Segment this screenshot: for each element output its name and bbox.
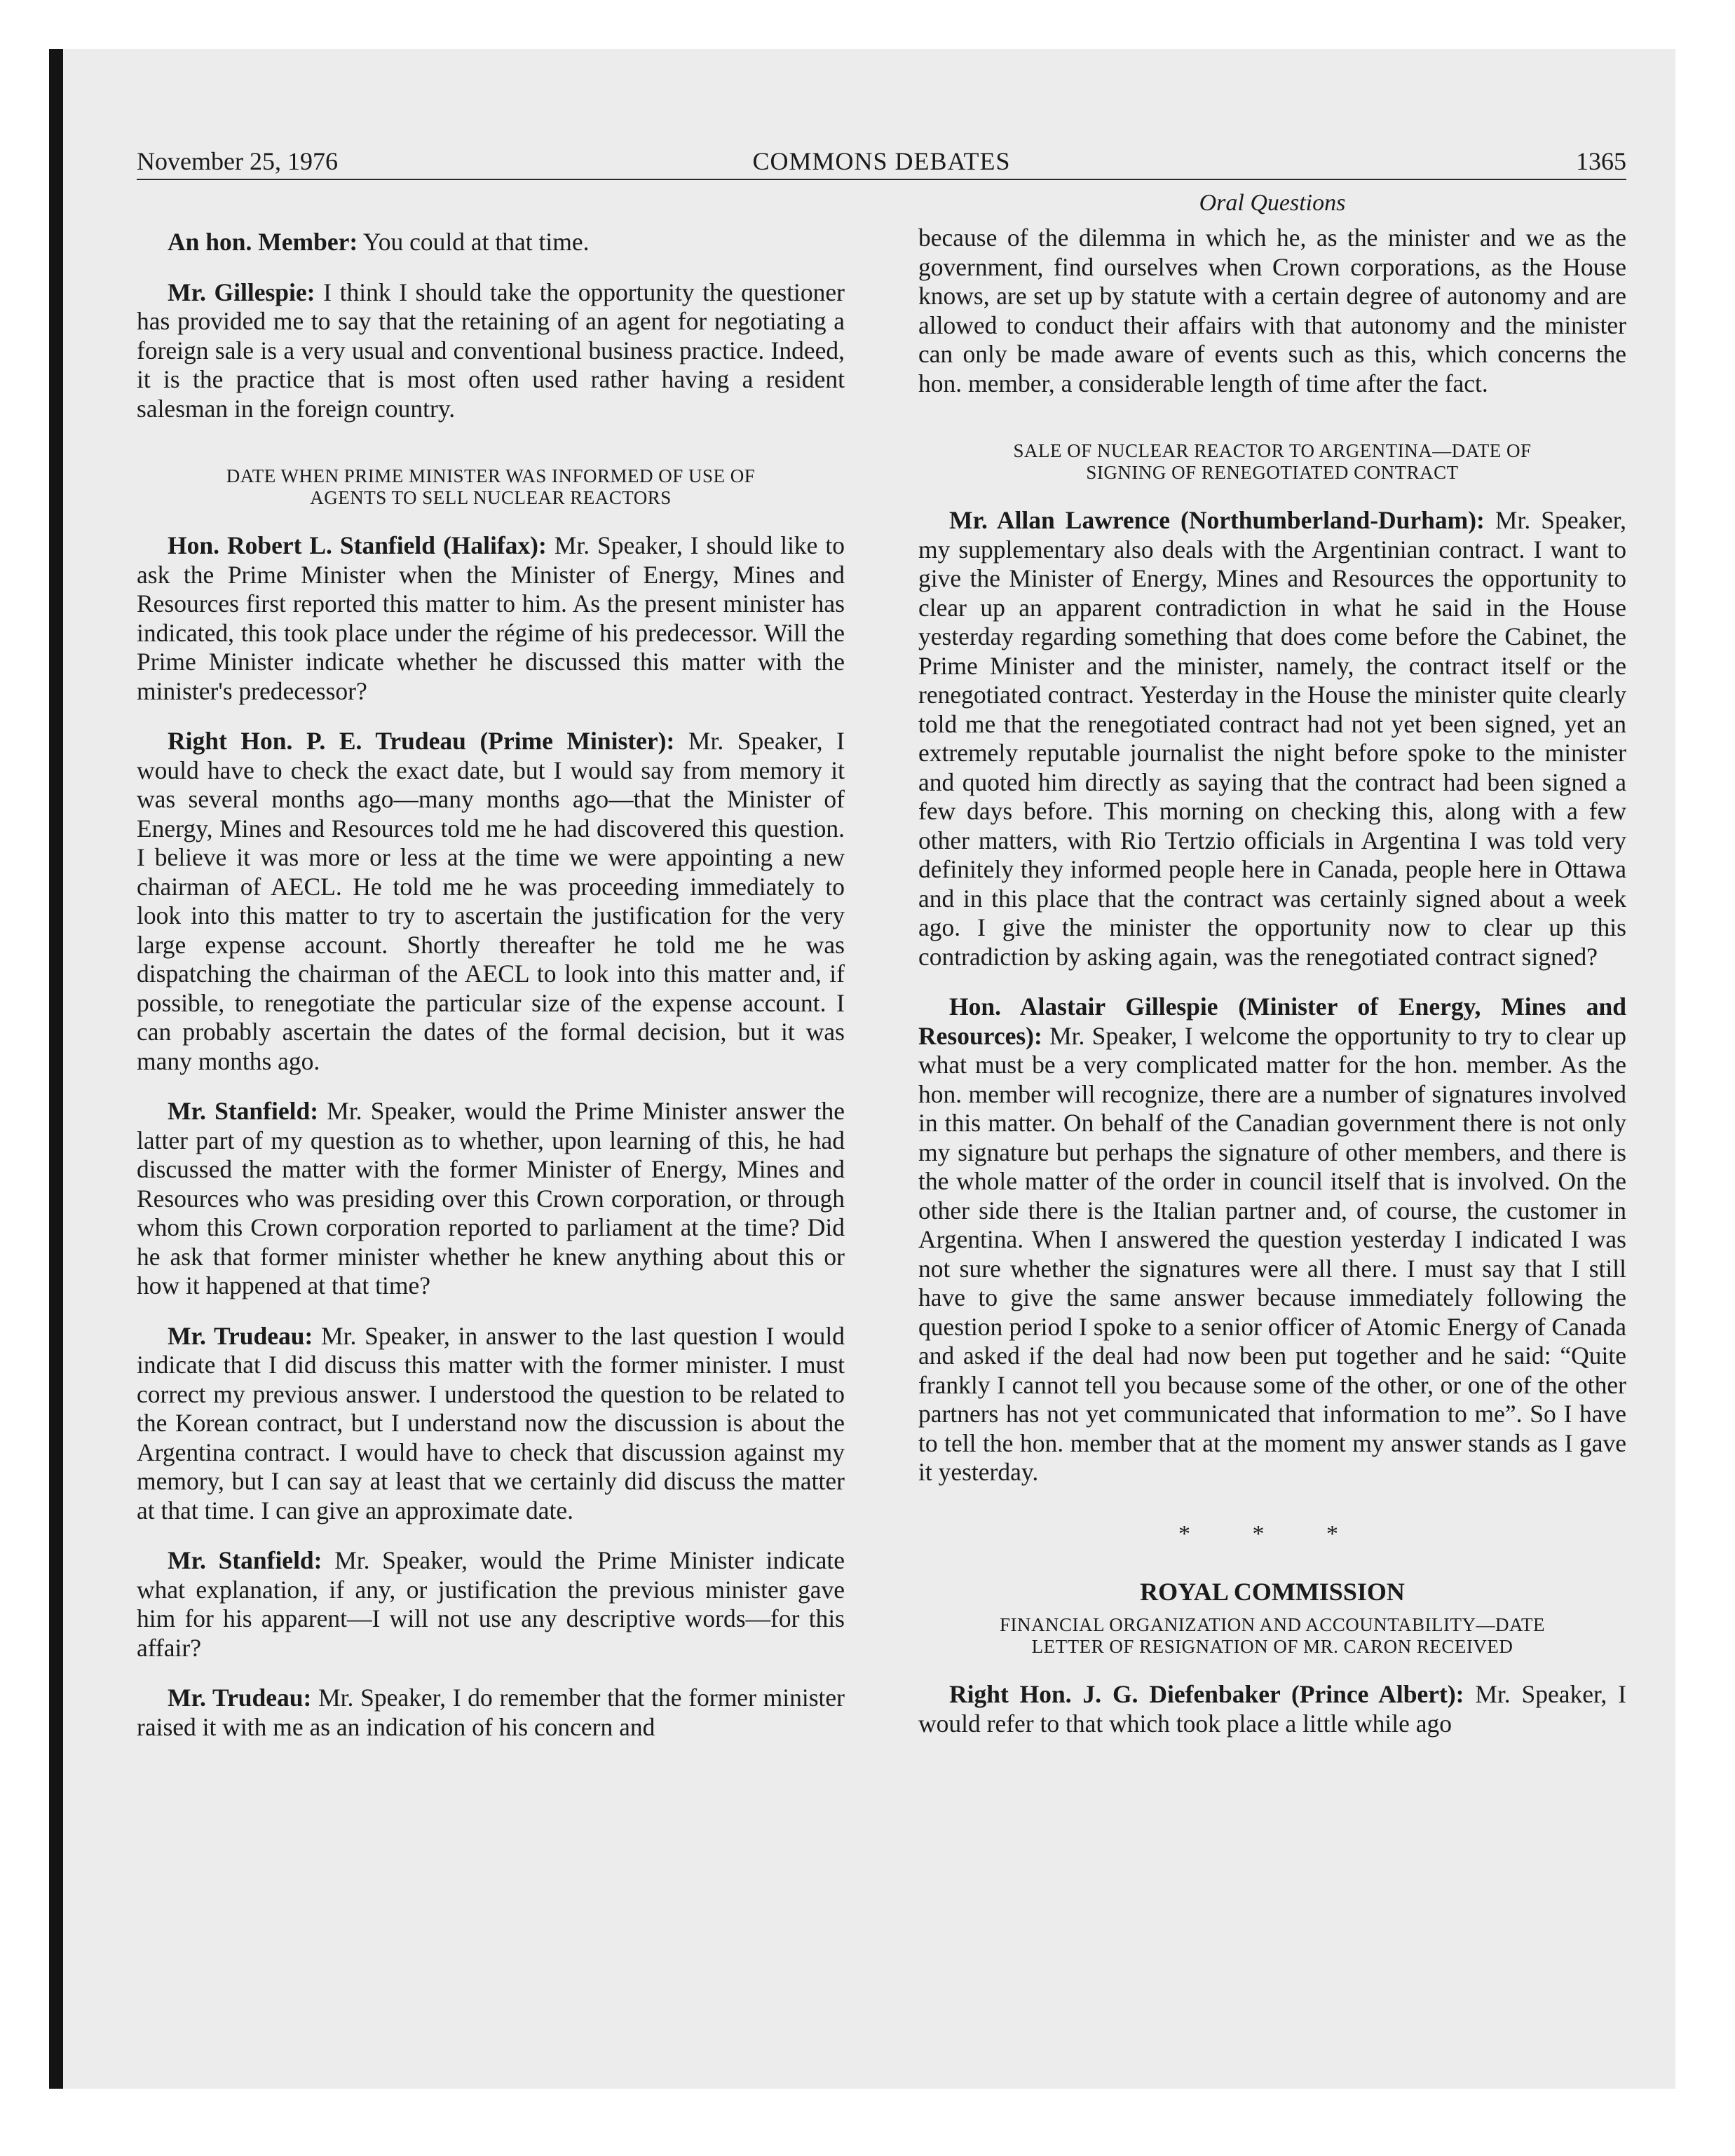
subheading-line: LETTER OF RESIGNATION OF MR. CARON RECEIVED [1031,1636,1513,1657]
subheading [918,440,1626,484]
speech-text: Mr. Speaker, I should like to ask the Prime Minister when the Minister of Energy, Mines and Resources first reported this matter to him. As the present minister has indicated, this took place under the régime of his predecessor. Will the Prime Minister indicate whether he discussed this matter with the minister's predecessor? [137,531,845,705]
header-date: November 25, 1976 [137,147,338,175]
speaker-name: Right Hon. P. E. Trudeau (Prime Minister): [168,727,675,755]
header-title: COMMONS DEBATES [752,147,1011,175]
speech-text: Mr. Speaker, I do remember that the former minister raised it with me as an indication of his concern and [137,1684,845,1741]
speech-text: Mr. Speaker, I welcome the opportunity to try to clear up what must be a very complicated matter for the hon. member. As the hon. member will recognize, there are a number of signatures involved in this matter. On behalf of the Canadian government there is not only my signature but perhaps the signature of other members, and there is the whole matter of the order in council itself that is involved. On the other side there is the Italian partner and, of course, the customer in Argentina. When I answered the question yesterday I indicated I was not sure whether the signatures were all there. I must say that I still have to give the same answer because immediately following the question period I spoke to a senior officer of Atomic Energy of Canada and asked if the deal had now been put together and he said: “Quite frankly I cannot tell you because some of the other, or one of the other partners has not yet communicated that information to me”. So I have to tell the hon. member that at the moment my answer stands as I gave it yesterday. [918,1021,1626,1486]
page-header [137,144,1626,180]
subheading [137,465,845,509]
paragraph: because of the dilemma in which he, as the minister and we as the government, find ourselves when Crown corporations, as the House knows, are set up by statute with a certain degree of autonomy and are allowed to conduct their affairs with that autonomy and the minister can only be made aware of events such as this, which concerns the hon. member, a considerable length of time after the fact. [918,224,1626,397]
subheading-line: FINANCIAL ORGANIZATION AND ACCOUNTABILITY—DATE [999,1614,1546,1635]
right-column [918,189,1626,1759]
paragraph [137,278,845,424]
speech-text: Mr. Speaker, my supplementary also deals with the Argentinian contract. I want to give the Minister of Energy, Mines and Resources the opportunity to clear up an apparent contradiction in what he said in the House yesterday regarding something that does come before the Cabinet, the Prime Minister and the minister, namely, the contract itself or the renegotiated contract. Yesterday in the House the minister quite clearly told me that the renegotiated contract had not yet been signed, yet an extremely reputable journalist the night before spoke to the minister and quoted him directly as saying that the contract had been signed a few days before. This morning on checking this, along with a few other matters, with Rio Tertzio officials in Argentina I was told very definitely they informed people here in Canada, people here in Ottawa and in this place that the contract was certainly signed about a week ago. I give the minister the opportunity now to clear up this contradiction by asking again, was the renegotiated contract signed? [918,506,1627,971]
section-title: ROYAL COMMISSION [1140,1578,1405,1606]
document-page [137,144,1627,1741]
subheading-line: DATE WHEN PRIME MINISTER WAS INFORMED OF USE OF [226,465,756,486]
paragraph [137,228,845,257]
speech-text: I think I should take the opportunity the questioner has provided me to say that the retaining of an agent for negotiating a foreign sale is a very usual and conventional business practice. Indeed, it is the practice that is most often used rather having a resident salesman in the foreign country. [137,278,845,423]
speech-text: Mr. Speaker, in answer to the last question I would indicate that I did discuss this matter with the former minister. I must correct my previous answer. I understood the question to be related to the Korean contract, but I understand now the discussion is about the Argentina contract. I would have to check that discussion against my memory, but I can say at least that we certainly did discuss the matter at that time. I can give an approximate date. [137,1321,845,1524]
speech-text: Mr. Speaker, I would refer to that which took place a little while ago [918,1680,1626,1738]
speaker-name: Mr. Allan Lawrence (Northumberland-Durham): [949,506,1485,534]
paragraph [918,506,1626,971]
speech-text: You could at that time. [358,228,590,256]
subheading-line: SALE OF NUCLEAR REACTOR TO ARGENTINA—DATE OF [1013,440,1532,461]
paragraph [918,992,1626,1487]
left-column [137,228,845,1763]
scan-edge-shadow [49,49,63,2089]
paragraph [137,1097,845,1301]
speaker-name: Right Hon. J. G. Diefenbaker (Prince Albert): [949,1680,1464,1708]
speaker-name: Mr. Stanfield: [168,1546,322,1574]
speaker-name: Mr. Gillespie: [168,278,315,306]
page-number: 1365 [1576,147,1626,175]
speech-text: Mr. Speaker, would the Prime Minister answer the latter part of my question as to whether, upon learning of this, he had discussed the matter with the former Minister of Energy, Mines and Resources who was presiding over this Crown corporation, or through whom this Crown corporation reported to parliament at the time? Did he ask that former minister whether he knew anything about this or how it happened at that time? [137,1097,845,1299]
paragraph [137,531,845,706]
speaker-name: An hon. Member: [168,228,358,256]
subheading [918,1614,1626,1658]
speech-text: Mr. Speaker, I would have to check the exact date, but I would say from memory it was several months ago—many months ago—that the Minister of Energy, Mines and Resources told me he had discovered this question. I believe it was more or less at the time we were appointing a new chairman of AECL. He told me he was proceeding immediately to look into this matter to try to ascertain the justification for the very large expense account. Shortly thereafter he told me he was dispatching the chairman of the AECL to look into this matter and, if possible, to renegotiate the particular size of the expense account. I can probably ascertain the dates of the formal decision, but it was many months ago. [137,727,845,1075]
subheading-line: SIGNING OF RENEGOTIATED CONTRACT [1086,462,1459,483]
running-head: Oral Questions [1199,190,1346,216]
speaker-name: Mr. Trudeau: [168,1684,312,1712]
speaker-name: Hon. Alastair Gillespie (Minister of Energy, Mines and Resources): [918,992,1626,1050]
subheading-line: AGENTS TO SELL NUCLEAR REACTORS [310,487,672,508]
speaker-name: Mr. Trudeau: [168,1321,313,1350]
paragraph [918,1680,1626,1738]
paragraph [137,1546,845,1663]
paragraph [137,1684,845,1742]
speaker-name: Hon. Robert L. Stanfield (Halifax): [168,531,547,559]
scanned-page-frame [49,49,1675,2089]
section-separator: * * * [1178,1520,1366,1547]
speaker-name: Mr. Stanfield: [168,1097,319,1125]
speech-text: Mr. Speaker, would the Prime Minister indicate what explanation, if any, or justification the previous minister gave him for his apparent—I will not use any descriptive words—for this affair? [137,1546,845,1662]
paragraph [137,1322,845,1526]
paragraph [137,727,845,1076]
